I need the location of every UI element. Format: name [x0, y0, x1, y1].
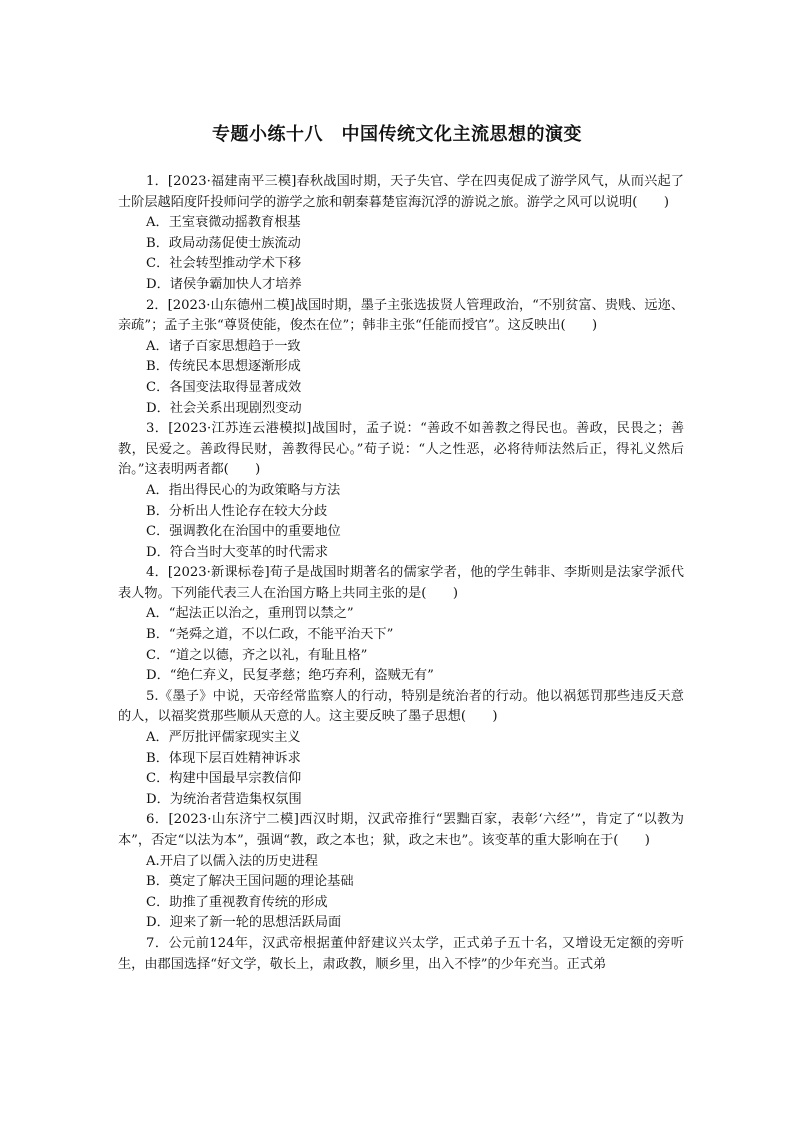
- option-a: A．指出得民心的为政策略与方法: [146, 482, 341, 498]
- option-d: D．为统治者营造集权氛围: [146, 791, 302, 807]
- question-3: [118, 419, 684, 563]
- question-stem: 4．[2023·新课标卷]荀子是战国时期著名的儒家学者，他的学生韩非、李斯则是法家学派代表人物。下列能代表三人在治国方略上共同主张的是( ): [118, 565, 684, 601]
- option-d: D．迎来了新一轮的思想活跃局面: [146, 915, 342, 931]
- question-stem: 2．[2023·山东德州二模]战国时期，墨子主张选拔贤人管理政治，“不别贫富、贵贱、远迩、亲疏”；孟子主张“尊贤使能，俊杰在位”；韩非主张“任能而授官”。这反映出( ): [118, 297, 684, 334]
- option-a: A．“起法正以治之，重刑罚以禁之”: [146, 606, 354, 622]
- question-stem: 7．公元前124年，汉武帝根据董仲舒建议兴太学，正式弟子五十名，又增设无定额的旁听生，由郡国选择“好文学，敬长上，肃政教，顺乡里，出入不悖”的少年充当。正式弟: [118, 935, 684, 972]
- question-stem: 3．[2023·江苏连云港模拟]战国时，孟子说：“善政不如善教之得民也。善政，民畏之；善教，民爱之。善政得民财，善教得民心。”荀子说：“人之性恶，必将待师法然后正，得礼义然后治。”这表明两者都( ): [118, 421, 684, 478]
- option-a: A.开启了以儒入法的历史进程: [146, 853, 318, 869]
- question-7: [118, 934, 684, 975]
- question-1: [118, 172, 684, 296]
- page-title: 专题小练十八 中国传统文化主流思想的演变: [212, 124, 582, 145]
- option-c: C．“道之以德，齐之以礼，有耻且格”: [146, 647, 368, 663]
- question-stem: 6．[2023·山东济宁二模]西汉时期，汉武帝推行“罢黜百家，表彰‘六经’”，肯定了“以教为本”，否定“以法为本”，强调“教，政之本也；狱，政之末也”。该变革的重大影响在于( ): [118, 812, 684, 848]
- option-c: C．强调教化在治国中的重要地位: [146, 524, 341, 540]
- option-b: B．传统民本思想逐渐形成: [146, 359, 301, 375]
- option-d: D．诸侯争霸加快人才培养: [146, 276, 302, 292]
- option-a: A．严厉批评儒家现实主义: [146, 730, 301, 746]
- question-stem: 5.《墨子》中说，天帝经常监察人的行动，特别是统治者的行动。他以祸惩罚那些违反天意的人，以福奖赏那些顺从天意的人。这主要反映了墨子思想( ): [118, 688, 684, 725]
- option-d: D．“绝仁弃义，民复孝慈；绝巧弃利，盗贼无有”: [146, 668, 434, 684]
- option-d: D．社会关系出现剧烈变动: [146, 400, 302, 416]
- question-5: [118, 687, 684, 811]
- question-stem: 1．[2023·福建南平三模]春秋战国时期，天子失官、学在四夷促成了游学风气，从而兴起了士阶层越陌度阡投师问学的游学之旅和朝秦暮楚宦海沉浮的游说之旅。游学之风可以说明( ): [118, 174, 684, 210]
- option-c: C．构建中国最早宗教信仰: [146, 771, 302, 787]
- option-c: C．各国变法取得显著成效: [146, 379, 302, 395]
- option-a: A．王室衰微动摇教育根基: [146, 215, 301, 231]
- option-b: B．奠定了解决王国问题的理论基础: [146, 874, 354, 890]
- option-b: B．体现下层百姓精神诉求: [146, 750, 301, 766]
- option-a: A．诸子百家思想趋于一致: [146, 338, 301, 354]
- option-c: C．助推了重视教育传统的形成: [146, 894, 328, 910]
- option-d: D．符合当时大变革的时代需求: [146, 544, 329, 560]
- question-2: [118, 296, 684, 420]
- option-b: B．分析出人性论存在较大分歧: [146, 503, 328, 519]
- option-b: B．“尧舜之道，不以仁政，不能平治天下”: [146, 627, 394, 643]
- option-c: C．社会转型推动学术下移: [146, 256, 302, 272]
- question-4: [118, 563, 684, 687]
- question-list: [118, 172, 684, 975]
- option-b: B．政局动荡促使士族流动: [146, 235, 301, 251]
- question-6: [118, 810, 684, 934]
